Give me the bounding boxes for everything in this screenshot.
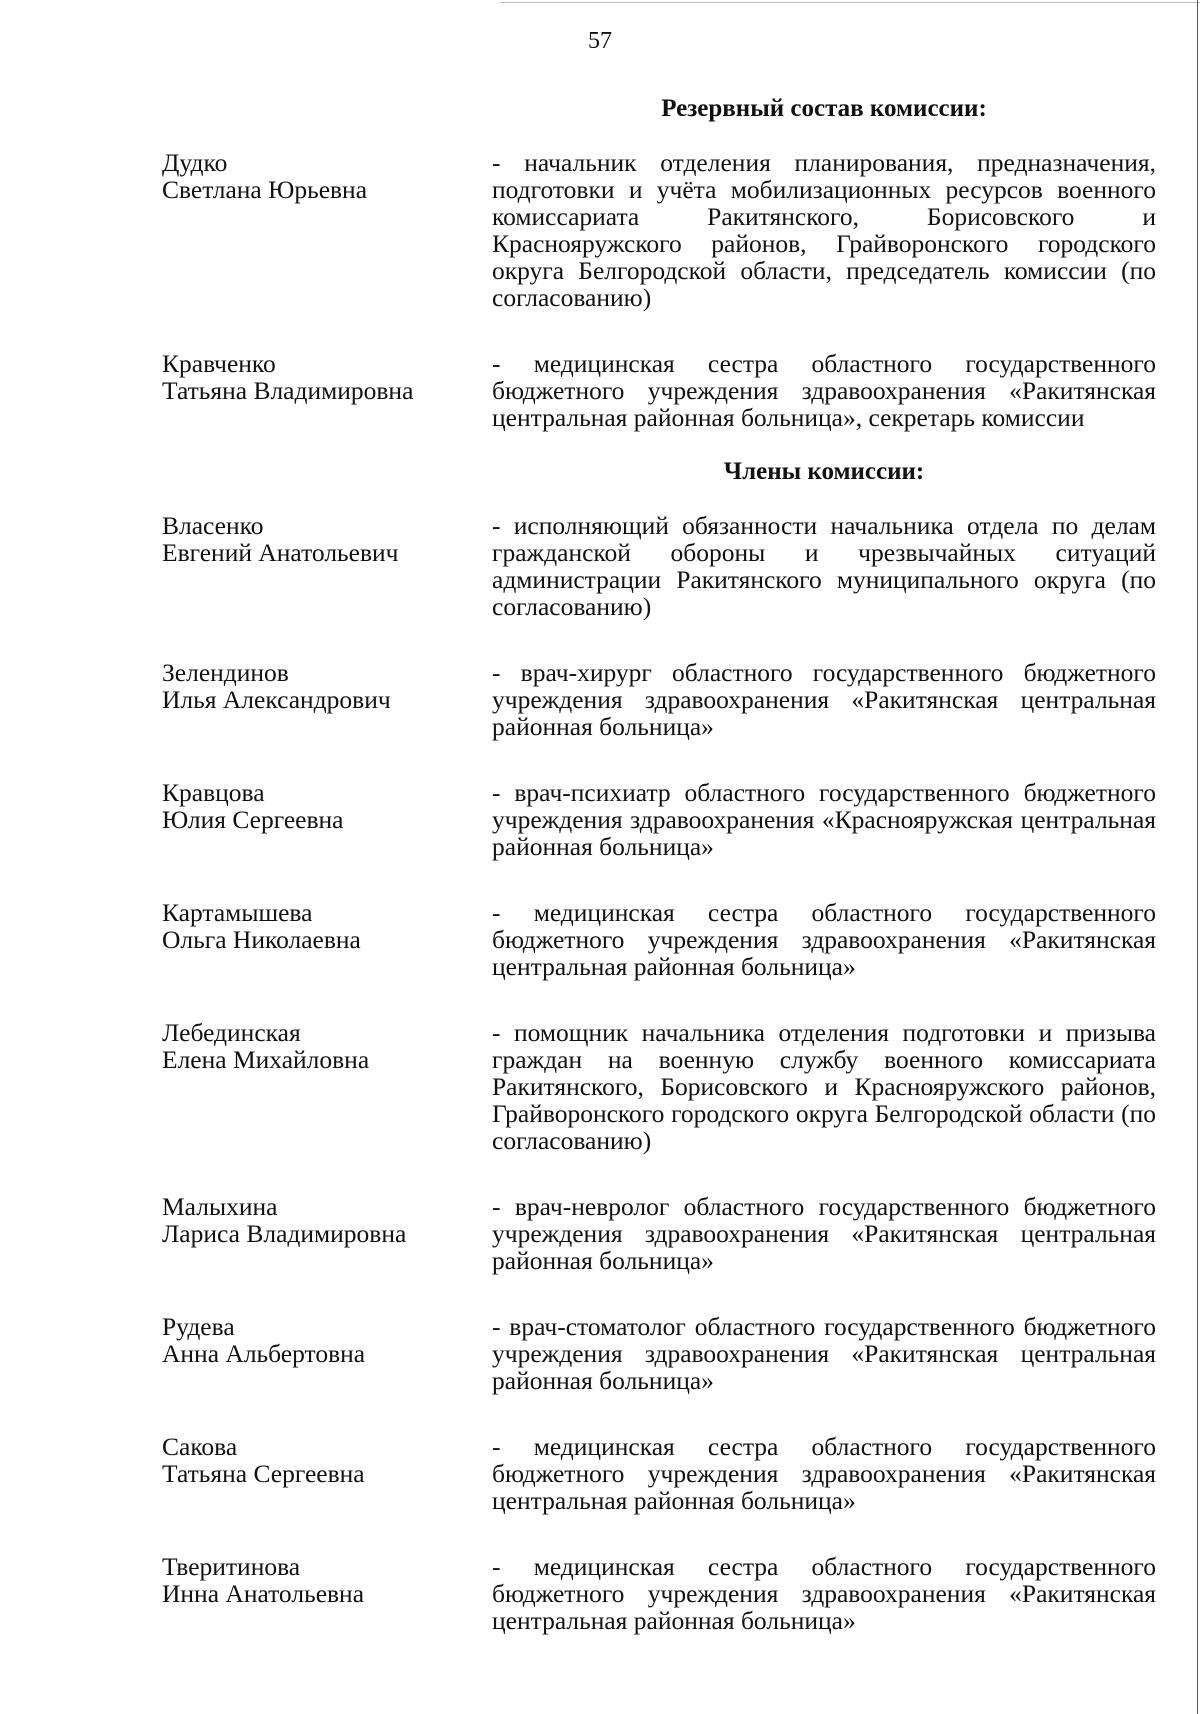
member-entry [162, 1193, 1156, 1274]
person-name [162, 1193, 492, 1274]
person-role: - медицинская сестра областного государственного бюджетного учреждения здравоохранения «Ракитянская центральная районная больница» [492, 1552, 1156, 1635]
person-name [162, 149, 492, 311]
person-name [162, 779, 492, 860]
person-given-names: Елена Михайловна [162, 1045, 370, 1074]
document-body [162, 95, 1156, 1634]
person-role: - медицинская сестра областного государственного бюджетного учреждения здравоохранения «Ракитянская центральная районная больница», секретарь комиссии [492, 349, 1156, 432]
person-given-names: Лариса Владимировна [162, 1219, 407, 1248]
members-list [162, 512, 1156, 1634]
person-name [162, 512, 492, 620]
person-given-names: Татьяна Владимировна [162, 376, 414, 405]
person-surname: Кравцова [162, 778, 265, 807]
person-surname: Лебединская [162, 1018, 301, 1047]
person-surname: Сакова [162, 1432, 238, 1461]
person-name [162, 1433, 492, 1514]
person-given-names: Юлия Сергеевна [162, 805, 344, 834]
person-given-names: Светлана Юрьевна [162, 175, 368, 204]
person-role: - врач-психиатр областного государственного бюджетного учреждения здравоохранения «Краснояружская центральная районная больница» [492, 778, 1156, 861]
person-given-names: Татьяна Сергеевна [162, 1459, 365, 1488]
scan-edge-top [500, 2, 1200, 3]
person-role: - врач-невролог областного государственного бюджетного учреждения здравоохранения «Ракитянская центральная районная больница» [492, 1192, 1156, 1275]
member-entry [162, 1019, 1156, 1154]
member-entry [162, 1313, 1156, 1394]
member-entry [162, 1433, 1156, 1514]
reserve-entry [162, 350, 1156, 431]
member-entry [162, 512, 1156, 620]
page-number: 57 [588, 28, 612, 54]
person-given-names: Анна Альбертовна [162, 1339, 366, 1368]
reserve-entry [162, 149, 1156, 311]
person-surname: Тверитинова [162, 1552, 301, 1581]
person-surname: Зелендинов [162, 658, 289, 687]
person-name [162, 1553, 492, 1634]
person-role: - медицинская сестра областного государственного бюджетного учреждения здравоохранения «Ракитянская центральная районная больница» [492, 898, 1156, 981]
person-surname: Малыхина [162, 1192, 278, 1221]
person-given-names: Евгений Анатольевич [162, 538, 399, 567]
person-name [162, 1313, 492, 1394]
member-entry [162, 899, 1156, 980]
member-entry [162, 779, 1156, 860]
member-entry [162, 1553, 1156, 1634]
person-surname: Картамышева [162, 898, 313, 927]
members-section-title: Члены комиссии: [723, 458, 925, 485]
person-given-names: Илья Александрович [162, 685, 391, 714]
person-name [162, 350, 492, 431]
reserve-list [162, 149, 1156, 431]
person-surname: Кравченко [162, 349, 276, 378]
person-role: - врач-хирург областного государственного бюджетного учреждения здравоохранения «Ракитянская центральная районная больница» [492, 658, 1156, 741]
scan-edge-right [1197, 0, 1198, 1714]
person-role: - исполняющий обязанности начальника отдела по делам гражданской обороны и чрезвычайных ситуаций администрации Ракитянского муниципального округа (по согласованию) [492, 511, 1156, 621]
person-name [162, 1019, 492, 1154]
person-role: - помощник начальника отделения подготовки и призыва граждан на военную службу военного комиссариата Ракитянского, Борисовского и Краснояружского районов, Грайворонского городского округа Белгородской области (по согласованию) [492, 1018, 1156, 1155]
person-name [162, 659, 492, 740]
member-entry [162, 659, 1156, 740]
person-surname: Дудко [162, 148, 228, 177]
reserve-section-title: Резервный состав комиссии: [661, 95, 987, 122]
person-role: - врач-стоматолог областного государственного бюджетного учреждения здравоохранения «Ракитянская центральная районная больница» [492, 1312, 1156, 1395]
person-name [162, 899, 492, 980]
person-surname: Власенко [162, 511, 264, 540]
person-given-names: Инна Анатольевна [162, 1579, 365, 1608]
person-surname: Рудева [162, 1312, 235, 1341]
person-role: - медицинская сестра областного государственного бюджетного учреждения здравоохранения «Ракитянская центральная районная больница» [492, 1432, 1156, 1515]
person-role: - начальник отделения планирования, предназначения, подготовки и учёта мобилизационных ресурсов военного комиссариата Ракитянского, Борисовского и Краснояружского районов, Грайворонского городского округа Белгородской области, председатель комиссии (по согласованию) [492, 148, 1156, 312]
person-given-names: Ольга Николаевна [162, 925, 361, 954]
